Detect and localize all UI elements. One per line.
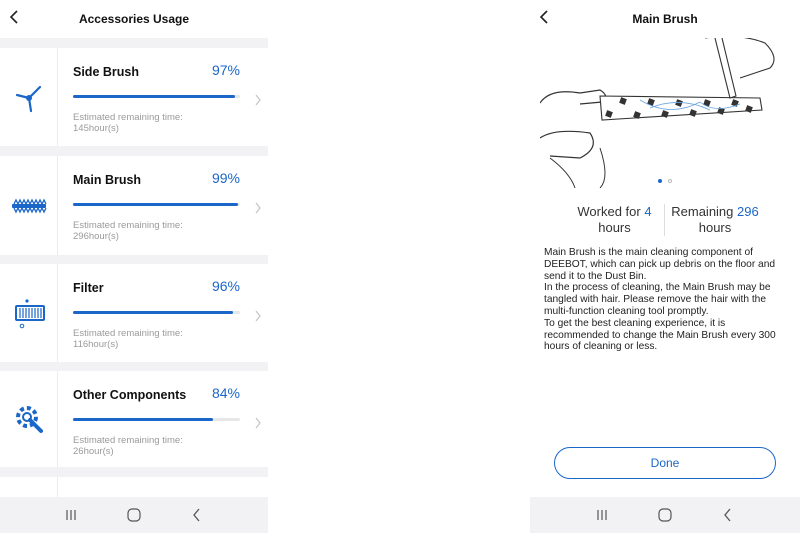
life-progress-bar: [73, 311, 240, 314]
life-progress-fill: [73, 311, 233, 314]
accessory-name: Other Components: [73, 388, 187, 402]
chevron-right-icon: [254, 202, 262, 214]
gear-wrench-icon: [0, 371, 58, 467]
page-title: Accessories Usage: [78, 12, 190, 26]
card-icon-area: [0, 477, 58, 497]
accessory-name: Main Brush: [73, 173, 142, 187]
carousel-dot-active[interactable]: [658, 179, 662, 183]
estimated-remaining: [73, 220, 183, 242]
estimated-remaining: [73, 435, 183, 457]
chevron-right-icon: [254, 417, 262, 429]
side-brush-icon: [0, 48, 58, 146]
accessory-card-other-components[interactable]: [0, 371, 268, 467]
accessory-card-partial: [0, 477, 268, 497]
estimate-label: Estimated remaining time:: [73, 112, 183, 123]
chevron-right-icon: [254, 94, 262, 106]
life-progress-bar: [73, 95, 240, 98]
brush-cleaning-illustration: [540, 38, 780, 188]
top-bar: [0, 0, 268, 38]
filter-icon: [0, 264, 58, 362]
recent-apps-icon[interactable]: [593, 506, 611, 524]
accessory-percent: 99%: [211, 170, 240, 186]
chevron-right-icon: [254, 310, 262, 322]
worked-unit: hours: [598, 220, 631, 235]
worked-stat: [565, 204, 665, 236]
estimate-label: Estimated remaining time:: [73, 435, 183, 446]
accessory-card-filter[interactable]: [0, 264, 268, 362]
back-arrow-icon[interactable]: [6, 8, 24, 26]
usage-stats: [530, 204, 800, 236]
estimate-value: 296hour(s): [73, 231, 119, 242]
main-brush-description: Main Brush is the main cleaning component of DEEBOT, which can pick up debris on the floor and send it to the Dust Bin. In the process of cleaning, the Main Brush may be tangled with hair. Please remove the hair with the multi-function cleaning tool promptly. To get the best cleaning experience, it is recommended to change the Main Brush every 300 hours of cleaning or less.: [544, 247, 776, 353]
home-icon[interactable]: [656, 506, 674, 524]
estimate-value: 116hour(s): [73, 339, 119, 350]
estimated-remaining: [73, 112, 183, 134]
estimate-value: 26hour(s): [73, 446, 114, 457]
life-progress-bar: [73, 418, 240, 421]
carousel-indicator: [530, 179, 800, 183]
remaining-stat: [665, 204, 765, 236]
recent-apps-icon[interactable]: [62, 506, 80, 524]
accessories-usage-screen: [0, 0, 268, 533]
estimated-remaining: [73, 328, 183, 350]
life-progress-fill: [73, 95, 235, 98]
home-icon[interactable]: [125, 506, 143, 524]
android-nav-bar: [530, 497, 800, 533]
top-bar: [530, 0, 800, 38]
main-brush-detail-screen: [530, 0, 800, 533]
estimate-label: Estimated remaining time:: [73, 328, 183, 339]
back-arrow-icon[interactable]: [536, 8, 554, 26]
accessory-card-side-brush[interactable]: [0, 48, 268, 146]
remaining-value: 296: [737, 204, 759, 219]
accessory-card-main-brush[interactable]: [0, 156, 268, 255]
done-button[interactable]: Done: [554, 447, 776, 479]
life-progress-fill: [73, 203, 238, 206]
remaining-unit: hours: [698, 220, 732, 235]
estimate-value: 145hour(s): [73, 123, 119, 134]
accessory-percent: 97%: [211, 62, 240, 78]
estimate-label: Estimated remaining time:: [73, 220, 183, 231]
accessory-percent: 84%: [211, 385, 240, 401]
carousel-dot[interactable]: [668, 179, 672, 183]
android-nav-bar: [0, 497, 268, 533]
worked-label: Worked for: [577, 204, 641, 219]
accessory-name: Filter: [73, 281, 104, 295]
life-progress-bar: [73, 203, 240, 206]
main-brush-icon: [0, 156, 58, 255]
back-nav-icon[interactable]: [188, 506, 206, 524]
remaining-label: Remaining: [671, 204, 734, 219]
page-title: Main Brush: [632, 12, 698, 26]
life-progress-fill: [73, 418, 213, 421]
accessory-name: Side Brush: [73, 65, 139, 79]
back-nav-icon[interactable]: [719, 506, 737, 524]
worked-value: 4: [644, 204, 652, 219]
accessory-percent: 96%: [211, 278, 240, 294]
